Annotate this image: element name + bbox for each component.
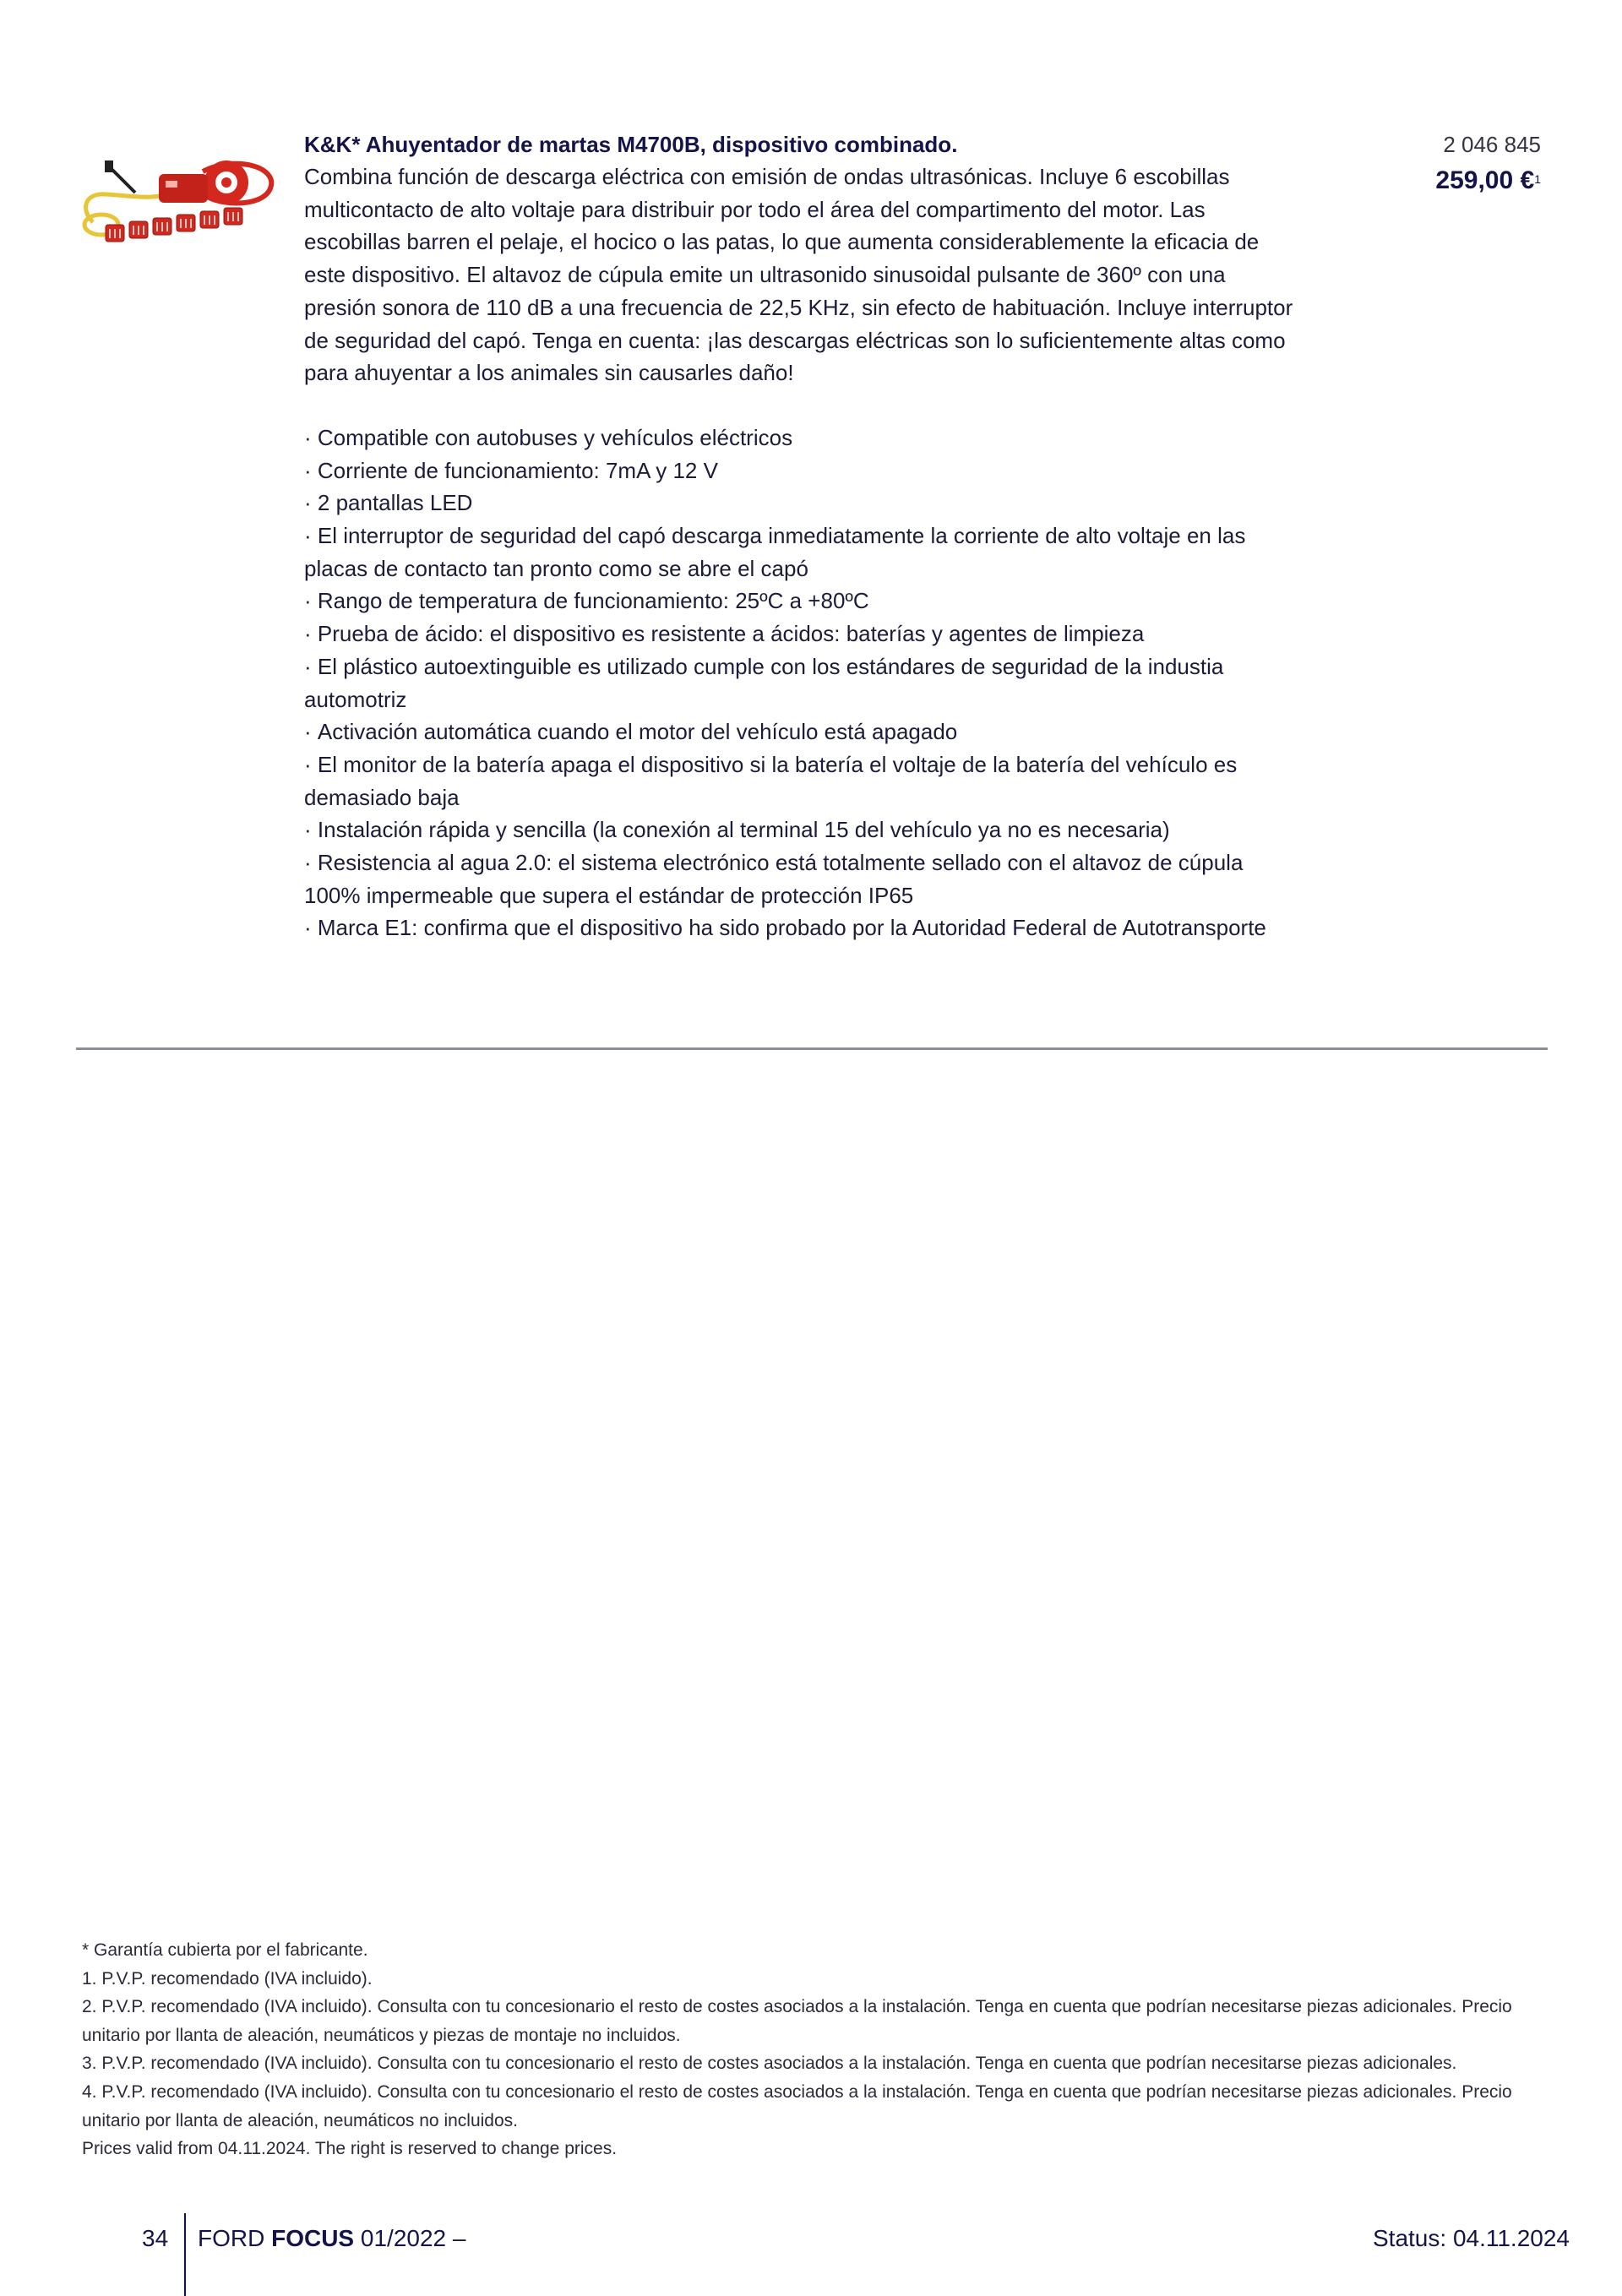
product-title: K&K* Ahuyentador de martas M4700B, dispositivo combinado. [304,132,958,157]
feature-item: · Prueba de ácido: el dispositivo es resistente a ácidos: baterías y agentes de limpieza [304,618,1301,650]
mouse-repellent-kit-image [76,142,287,269]
feature-item: · Resistencia al agua 2.0: el sistema electrónico está totalmente sellado con el altavoz de cúpula 100% impermeable que supera el estándar de protección IP65 [304,846,1301,911]
footnote: 4. P.V.P. recomendado (IVA incluido). Consulta con tu concesionario el resto de costes asociados a la instalación. Tenga en cuenta que podrían necesitarse piezas adicionales. Precio unitario por llanta de aleación, neumáticos no incluidos. [82,2081,1512,2130]
feature-item: · El interruptor de seguridad del capó descarga inmediatamente la corriente de alto voltaje en las placas de contacto tan pronto como se abre el capó [304,520,1301,585]
footnote: 3. P.V.P. recomendado (IVA incluido). Consulta con tu concesionario el resto de costes asociados a la instalación. Tenga en cuenta que podrían necesitarse piezas adicionales. [82,2054,1457,2074]
edition: 01/2022 – [360,2225,466,2251]
feature-item: · 2 pantallas LED [304,487,1301,520]
page-number: 34 [142,2225,169,2251]
document-id [198,2225,465,2252]
price [1435,164,1541,198]
feature-item: · El plástico autoextinguible es utilizado cumple con los estándares de seguridad de la industia automotriz [304,650,1301,715]
model-name: FOCUS [271,2225,355,2251]
feature-item: · Instalación rápida y sencilla (la conexión al terminal 15 del vehículo ya no es necesaria) [304,813,1301,846]
footnote: 2. P.V.P. recomendado (IVA incluido). Consulta con tu concesionario el resto de costes asociados a la instalación. Tenga en cuenta que podrían necesitarse piezas adicionales. Precio unitario por llanta de aleación, neumáticos y piezas de montaje no incluidos. [82,1997,1512,2045]
product-description: Combina función de descarga eléctrica con emisión de ondas ultrasónicas. Incluye 6 escobillas multicontacto de alto voltaje para distribuir por todo el área del compartimento del motor. Las escobillas barren el pelaje, el hocico o las patas, lo que aumenta considerablemente la eficacia de este dispositivo. El altavoz de cúpula emite un ultrasonido sinusoidal pulsante de 360º con una presión sonora de 110 dB a una frecuencia de 22,5 KHz, sin efecto de habituación. Incluye interruptor de seguridad del capó. Tenga en cuenta: ¡las descargas eléctricas son lo suficientemente altas como para ahuyentar a los animales sin causarles daño! [304,164,1293,386]
section-divider [76,1047,1548,1050]
footnote: * Garantía cubierta por el fabricante. [82,1940,368,1960]
footer-divider [184,2213,186,2296]
status-date: Status: 04.11.2024 [1373,2225,1570,2251]
feature-item: · Corriente de funcionamiento: 7mA y 12 V [304,454,1301,487]
feature-item: · Activación automática cuando el motor del vehículo está apagado [304,715,1301,748]
brand-name: FORD [198,2225,265,2251]
footnotes [82,1936,1552,2163]
page-footer [0,2213,1622,2296]
footnote: 1. P.V.P. recomendado (IVA incluido). [82,1968,373,1989]
feature-item: · Marca E1: confirma que el dispositivo ha sido probado por la Autoridad Federal de Autotransporte [304,911,1301,944]
product-image [76,142,287,269]
feature-list [304,422,1301,944]
feature-item: · El monitor de la batería apaga el dispositivo si la batería el voltaje de la batería del vehículo es demasiado baja [304,748,1301,813]
feature-item: · Compatible con autobuses y vehículos eléctricos [304,422,1301,454]
footnote: Prices valid from 04.11.2024. The right is reserved to change prices. [82,2139,618,2159]
price-value: 259,00 € [1435,166,1535,194]
feature-item: · Rango de temperatura de funcionamiento: 25ºC a +80ºC [304,585,1301,618]
price-footnote-marker: 1 [1534,172,1541,186]
part-number: 2 046 845 [1443,132,1541,157]
product-text-block [304,128,1301,944]
